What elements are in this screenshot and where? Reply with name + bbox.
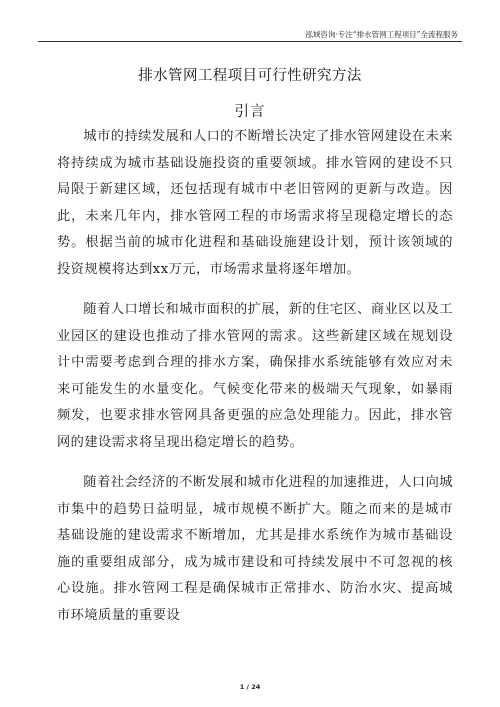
section-heading: 引言: [234, 104, 266, 120]
page-header: [0, 0, 500, 42]
page-number: 1 / 24: [239, 683, 261, 691]
paragraph-1: 城市的持续发展和人口的不断增长决定了排水管网建设在未来将持续成为城市基础设施投资的重要领域。排水管网的建设不只局限于新建区域，还包括现有城市中老旧管网的更新与改造。因此，未来几年内，排水管网工程的市场需求将呈现稳定增长的态势。根据当前的城市化进程和基础设施建设计划，预计该领域的投资规模将达到xx万元，市场需求量将逐年增加。: [57, 129, 453, 277]
header-divider: [38, 41, 462, 42]
document-body: [57, 124, 453, 643]
header-tagline: 泓域咨询·专注“排水管网工程项目”全流程服务: [305, 30, 458, 39]
paragraph-2: 随着人口增长和城市面积的扩展，新的住宅区、商业区以及工业园区的建设也推动了排水管网的需求。这些新建区域在规划设计中需要考虑到合理的排水方案，确保排水系统能够有效应对未来可能发生的水量变化。气候变化带来的极端天气现象，如暴雨频发，也要求排水管网具备更强的应急处理能力。因此，排水管网的建设需求将呈现出稳定增长的趋势。: [57, 302, 453, 450]
paragraph-3: 随着社会经济的不断发展和城市化进程的加速推进，人口向城市集中的趋势日益明显，城市规模不断扩大。随之而来的是城市基础设施的建设需求不断增加，尤其是排水系统作为城市基础设施的重要组成部分，成为城市建设和可持续发展中不可忽视的核心设施。排水管网工程是确保城市正常排水、防治水灾、提高城市环境质量的重要设: [57, 475, 453, 623]
document-title: 排水管网工程项目可行性研究方法: [138, 68, 362, 84]
